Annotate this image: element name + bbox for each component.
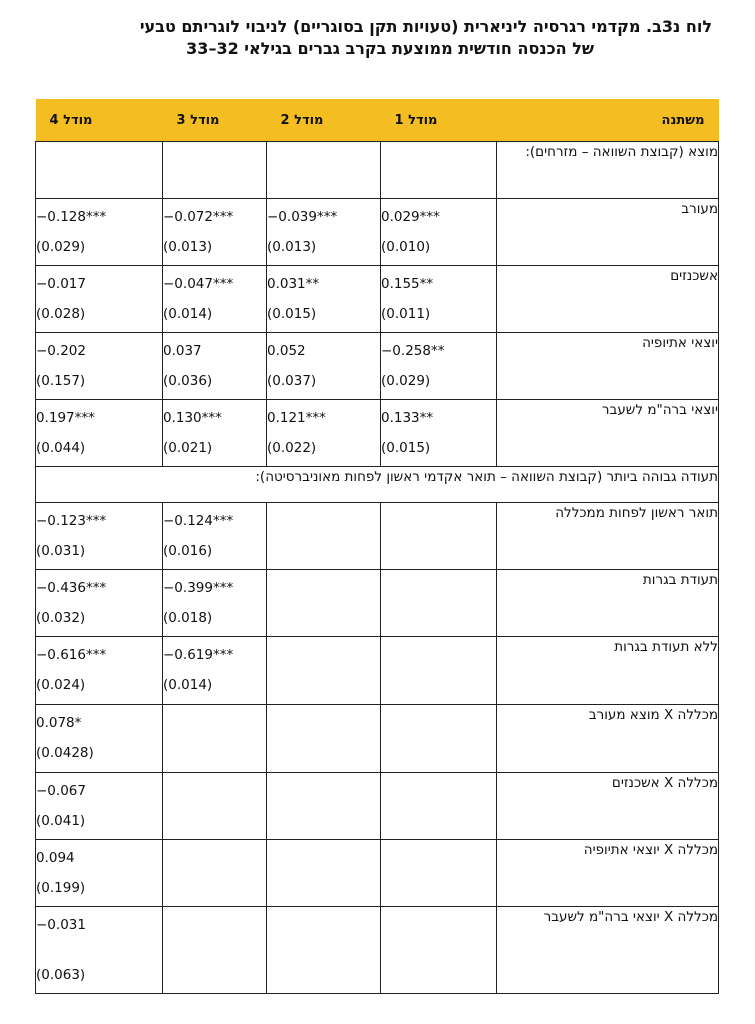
table-cell (36, 637, 163, 705)
standard-error: (0.036) (163, 373, 213, 389)
standard-error: (0.011) (381, 306, 431, 322)
table-cell (267, 570, 381, 637)
table-cell (163, 400, 267, 467)
table-cell (381, 333, 497, 400)
standard-error: (0.037) (267, 373, 317, 389)
row-label: מכללה X אשכנזים (497, 773, 719, 840)
table-row (36, 199, 719, 266)
standard-error: (0.014) (163, 306, 213, 322)
standard-error: (0.029) (36, 239, 86, 255)
row-label: מכללה X יוצאי אתיופיה (497, 840, 719, 907)
coefficient: 0.052 (267, 343, 306, 359)
coefficient: 0.078* (36, 715, 82, 731)
coefficient: −0.031 (36, 917, 86, 933)
table-cell (381, 705, 497, 773)
coefficient: 0.037 (163, 343, 202, 359)
table-cell (36, 503, 163, 570)
table-cell (267, 503, 381, 570)
header-model-2: מודל 2 (267, 99, 381, 142)
table-row (36, 333, 719, 400)
table-cell (163, 333, 267, 400)
coefficient: 0.031** (267, 276, 320, 292)
table-row (36, 907, 719, 994)
row-label: מכללה X מוצא מעורב (497, 705, 719, 773)
standard-error: (0.014) (163, 677, 213, 693)
table-row (36, 840, 719, 907)
table-cell (163, 570, 267, 637)
table-cell (163, 773, 267, 840)
coefficient: −0.017 (36, 276, 86, 292)
table-cell (381, 503, 497, 570)
standard-error: (0.063) (36, 967, 86, 983)
coefficient: −0.616*** (36, 647, 107, 663)
row-label: מכללה X יוצאי ברה"מ לשעבר (497, 907, 719, 994)
origin-header-row (36, 142, 719, 199)
coefficient: −0.072*** (163, 209, 234, 225)
table-row (36, 266, 719, 333)
table-cell (267, 199, 381, 266)
table-cell (36, 907, 163, 994)
coefficient: 0.197*** (36, 410, 95, 426)
table-cell (267, 840, 381, 907)
table-cell (36, 840, 163, 907)
coefficient: −0.436*** (36, 580, 107, 596)
education-header-label: תעודה גבוהה ביותר (קבוצת השוואה – תואר אקדמי ראשון לפחות מאוניברסיטה): (36, 467, 719, 503)
row-label: יוצאי ברה"מ לשעבר (497, 400, 719, 467)
standard-error: (0.157) (36, 373, 86, 389)
header-variable: משתנה (497, 99, 719, 142)
table-cell (163, 705, 267, 773)
title-line-1: לוח נ3ב. מקדמי רגרסיה ליניארית (טעויות תקן בסוגריים) לניבוי לוגריתם טבעי (139, 17, 712, 36)
standard-error: (0.013) (267, 239, 317, 255)
coefficient: 0.155** (381, 276, 434, 292)
table-cell (163, 503, 267, 570)
standard-error: (0.013) (163, 239, 213, 255)
table-cell (267, 907, 381, 994)
coefficient: −0.202 (36, 343, 86, 359)
header-model-4: מודל 4 (36, 99, 163, 142)
table-cell (36, 266, 163, 333)
coefficient: 0.133** (381, 410, 434, 426)
row-label: מעורב (497, 199, 719, 266)
table-cell (381, 266, 497, 333)
standard-error: (0.041) (36, 813, 86, 829)
coefficient: −0.128*** (36, 209, 107, 225)
table-cell (163, 637, 267, 705)
coefficient: 0.094 (36, 850, 75, 866)
coefficient: 0.029*** (381, 209, 440, 225)
row-label: אשכנזים (497, 266, 719, 333)
standard-error: (0.016) (163, 543, 213, 559)
coefficient: −0.039*** (267, 209, 338, 225)
standard-error: (0.024) (36, 677, 86, 693)
table-cell (36, 199, 163, 266)
table-cell (381, 570, 497, 637)
origin-header-label: מוצא (קבוצת השוואה – מזרחים): (497, 142, 719, 199)
table-cell (267, 705, 381, 773)
table-cell (267, 266, 381, 333)
table-cell (381, 400, 497, 467)
row-label: תואר ראשון לפחות ממכללה (497, 503, 719, 570)
table-cell (267, 333, 381, 400)
standard-error: (0.015) (267, 306, 317, 322)
coefficient: 0.130*** (163, 410, 222, 426)
table-cell (36, 333, 163, 400)
coefficient: 0.121*** (267, 410, 326, 426)
standard-error: (0.018) (163, 610, 213, 626)
table-row (36, 400, 719, 467)
table-cell (36, 705, 163, 773)
coefficient: −0.067 (36, 783, 86, 799)
table-cell (163, 840, 267, 907)
row-label: תעודת בגרות (497, 570, 719, 637)
table-row (36, 705, 719, 773)
table-cell (267, 637, 381, 705)
standard-error: (0.044) (36, 440, 86, 456)
standard-error: (0.031) (36, 543, 86, 559)
table-cell (381, 907, 497, 994)
table-cell (163, 199, 267, 266)
coefficient: −0.047*** (163, 276, 234, 292)
table-cell (163, 907, 267, 994)
table-row (36, 503, 719, 570)
regression-table (35, 99, 719, 994)
coefficient: −0.399*** (163, 580, 234, 596)
coefficient: −0.258** (381, 343, 445, 359)
row-label: ללא תעודת בגרות (497, 637, 719, 705)
table-title (40, 16, 712, 60)
table-cell (267, 773, 381, 840)
standard-error: (0.0428) (36, 745, 94, 761)
standard-error: (0.015) (381, 440, 431, 456)
standard-error: (0.021) (163, 440, 213, 456)
standard-error: (0.028) (36, 306, 86, 322)
standard-error: (0.010) (381, 239, 431, 255)
coefficient: −0.123*** (36, 513, 107, 529)
table-row (36, 637, 719, 705)
header-model-1: מודל 1 (381, 99, 497, 142)
standard-error: (0.032) (36, 610, 86, 626)
coefficient: −0.619*** (163, 647, 234, 663)
table-header-row (36, 99, 719, 142)
table-cell (381, 637, 497, 705)
standard-error: (0.029) (381, 373, 431, 389)
header-model-3: מודל 3 (163, 99, 267, 142)
education-header-row (36, 467, 719, 503)
standard-error: (0.199) (36, 880, 86, 896)
table-cell (381, 199, 497, 266)
table-cell (381, 840, 497, 907)
table-cell (36, 570, 163, 637)
coefficient: −0.124*** (163, 513, 234, 529)
table-cell (267, 400, 381, 467)
table-cell (381, 773, 497, 840)
table-cell (36, 400, 163, 467)
title-line-2: של הכנסה חודשית ממוצעת בקרב גברים בגילאי 32–33 (186, 39, 594, 58)
table-cell (163, 266, 267, 333)
table-row (36, 570, 719, 637)
table-cell (36, 773, 163, 840)
row-label: יוצאי אתיופיה (497, 333, 719, 400)
standard-error: (0.022) (267, 440, 317, 456)
table-row (36, 773, 719, 840)
